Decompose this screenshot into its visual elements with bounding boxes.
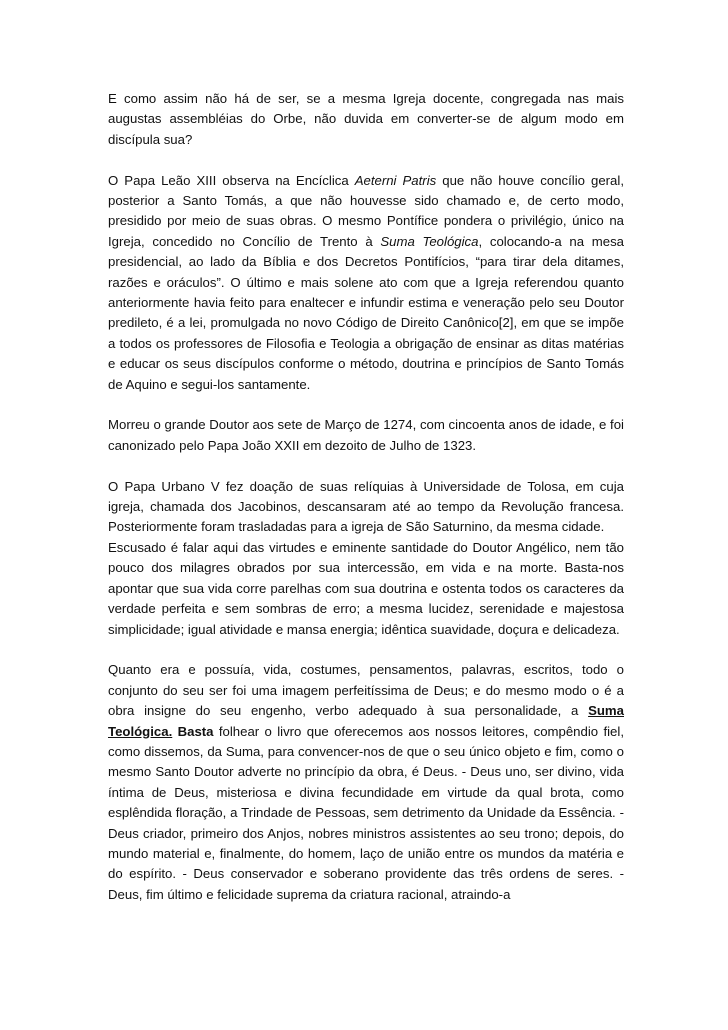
paragraph-3-text: Morreu o grande Doutor aos sete de Março de 1274, com cincoenta anos de idade, e foi canonizado pelo Papa João XXII em dezoito de Julho de 1323. xyxy=(108,417,624,453)
paragraph-4 xyxy=(108,477,624,538)
paragraph-1 xyxy=(108,89,624,150)
aeterni-patris-title: Aeterni Patris xyxy=(354,172,437,188)
paragraph-6-text-a: Quanto era e possuía, vida, costumes, pensamentos, palavras, escritos, todo o conjunto do seu ser foi uma imagem perfeitíssima de Deus; e do mesmo modo o é a obra insigne do seu engenho, verbo adequado à sua personalidade, a xyxy=(108,662,624,719)
paragraph-2-text-a: O Papa Leão XIII observa na Encíclica xyxy=(108,172,355,188)
suma-teologica-title: Suma Teológica xyxy=(380,233,479,249)
paragraph-6-bold-run: Basta xyxy=(172,723,214,739)
paragraph-2-text-e: , colocando-a na mesa presidencial, ao lado da Bíblia e dos Decretos Pontifícios, “para tirar dela ditames, razões e oráculos”. O último e mais solene ato com que a Igreja referendou quanto anteriormente havia feito para enaltecer e infundir estima e veneração pelo seu Doutor predileto, é a lei, promulgada no novo Código de Direito Canônico[2], em que se impõe a todos os professores de Filosofia e Teologia a obrigação de ensinar as ditas matérias e educar os seus discípulos conforme o método, doutrina e princípios de Santo Tomás de Aquino e segui-los santamente. xyxy=(108,233,625,392)
paragraph-2 xyxy=(108,171,624,395)
paragraph-2-text-c: que não houve concílio geral, posterior a Santo Tomás, a que não houvesse sido chamado e, de certo modo, presidido por meio de suas obras. O mesmo Pontífice pondera o privilégio, único na Igreja, concedido no Concílio de Trento à xyxy=(108,172,624,249)
suma-teologica-link[interactable]: Suma Teológica. xyxy=(108,703,624,739)
paragraph-6-text-c: folhear o livro que oferecemos aos nossos leitores, compêndio fiel, como dissemos, da Suma, para convencer-nos de que o seu único objeto e fim, como o mesmo Santo Doutor adverte no princípio da obra, é Deus. - Deus uno, ser divino, vida íntima de Deus, misteriosa e divina fecundidade em virtude da qual brota, como esplêndida floração, a Trindade de Pessoas, sem detrimento da Unidade da Essência. - Deus criador, primeiro dos Anjos, nobres ministros assistentes ao seu trono; depois, do mundo material e, finalmente, do homem, laço de união entre os mundos da matéria e do espírito. - Deus conservador e soberano providente das três ordens de seres. - Deus, fim último e felicidade suprema da criatura racional, atraindo-a xyxy=(108,723,624,902)
paragraph-5-text: Escusado é falar aqui das virtudes e eminente santidade do Doutor Angélico, nem tão pouco dos milagres obrados por sua intercessão, em vida e na morte. Basta-nos apontar que sua vida corre parelhas com sua doutrina e ostenta todos os caracteres da verdade perfeita e sem sombras de erro; a mesma lucidez, serenidade e majestosa simplicidade; igual atividade e mansa energia; idêntica suavidade, doçura e delicadeza. xyxy=(108,539,624,637)
paragraph-6 xyxy=(108,660,624,905)
paragraph-1-text: E como assim não há de ser, se a mesma Igreja docente, congregada nas mais augustas assembléias do Orbe, não duvida em converter-se de algum modo em discípula sua? xyxy=(108,91,624,147)
paragraph-5 xyxy=(108,538,624,640)
paragraph-3 xyxy=(108,415,624,456)
document-page xyxy=(108,89,624,926)
paragraph-4-text: O Papa Urbano V fez doação de suas relíquias à Universidade de Tolosa, em cuja igreja, chamada dos Jacobinos, descansaram até ao tempo da Revolução francesa. Posteriormente foram trasladadas para a igreja de São Saturnino, da mesma cidade. xyxy=(108,478,624,535)
